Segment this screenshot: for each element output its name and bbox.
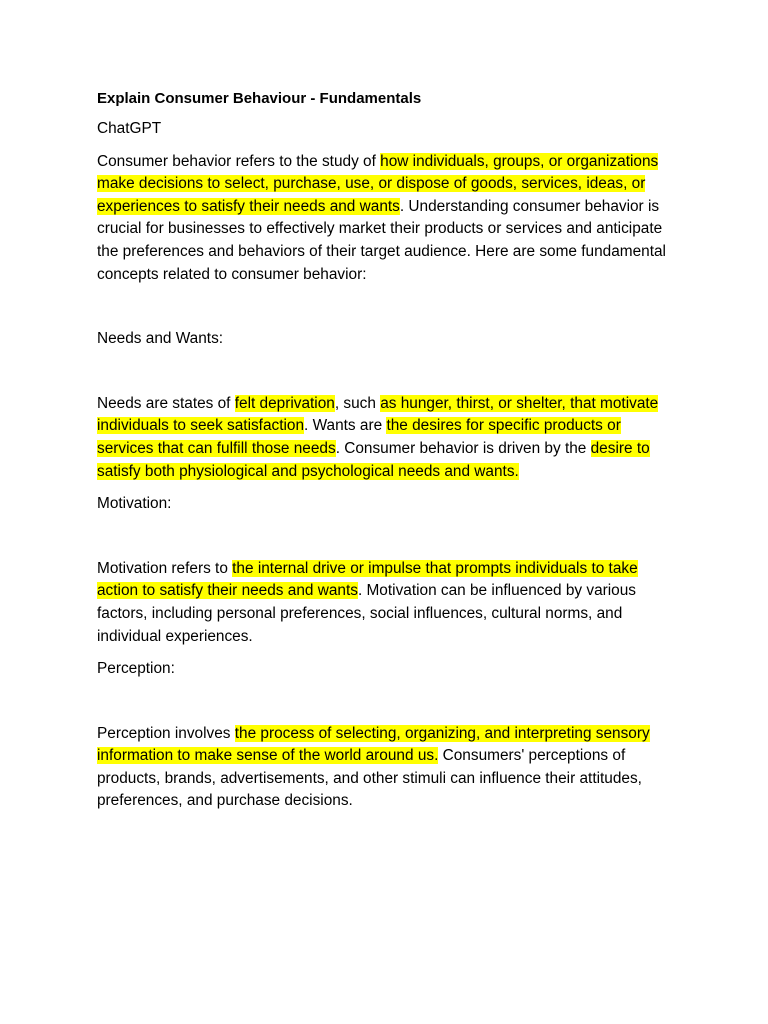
body-segment: . Motivation can be influenced by various factors, including personal preferences, social influences, cultural norms, and individual experiences. xyxy=(97,582,636,645)
intro-paragraph xyxy=(97,151,672,287)
section-body-needs-and-wants xyxy=(97,393,672,483)
section-heading-perception: Perception: xyxy=(97,660,175,678)
section-heading-needs-and-wants: Needs and Wants: xyxy=(97,330,224,348)
section-body-perception xyxy=(97,723,672,813)
intro-segment: Consumer behavior refers to the study of xyxy=(97,152,381,170)
document-page xyxy=(97,88,672,813)
body-segment: Motivation refers to xyxy=(97,559,233,577)
body-segment: . Wants are xyxy=(304,417,387,435)
body-segment: Consumers' perceptions of products, brands, advertisements, and other stimuli can influence their attitudes, preferences, and purchase decisions. xyxy=(97,747,642,810)
intro-segment-highlight: how individuals, groups, or organizations make decisions to select, purchase, use, or dispose of goods, services, ideas, or experiences to satisfy their needs and wants xyxy=(97,152,659,215)
body-segment-highlight: felt deprivation xyxy=(234,394,335,412)
body-segment-highlight: as hunger, thirst, or shelter, that motivate individuals to seek satisfaction xyxy=(97,394,659,435)
document-title: Explain Consumer Behaviour - Fundamentals xyxy=(97,90,422,107)
body-segment: , such xyxy=(334,394,381,412)
body-segment: Needs are states of xyxy=(97,394,235,412)
section-body-motivation xyxy=(97,558,672,648)
author-line: ChatGPT xyxy=(97,120,162,137)
section-heading-motivation: Motivation: xyxy=(97,495,172,513)
body-segment: Perception involves xyxy=(97,724,235,742)
body-segment: . Consumer behavior is driven by the xyxy=(335,439,591,457)
body-segment-highlight: the internal drive or impulse that prompts individuals to take action to satisfy their needs and wants xyxy=(97,559,638,600)
intro-segment: . Understanding consumer behavior is crucial for businesses to effectively market their products or services and anticipate the preferences and behaviors of their target audience. Here are some fundamental concepts related to consumer behavior: xyxy=(97,197,666,283)
body-segment-highlight: desire to satisfy both physiological and psychological needs and wants. xyxy=(97,439,650,480)
body-segment-highlight: the process of selecting, organizing, and interpreting sensory information to make sense of the world around us. xyxy=(97,724,650,765)
body-segment-highlight: the desires for specific products or services that can fulfill those needs xyxy=(97,417,621,457)
